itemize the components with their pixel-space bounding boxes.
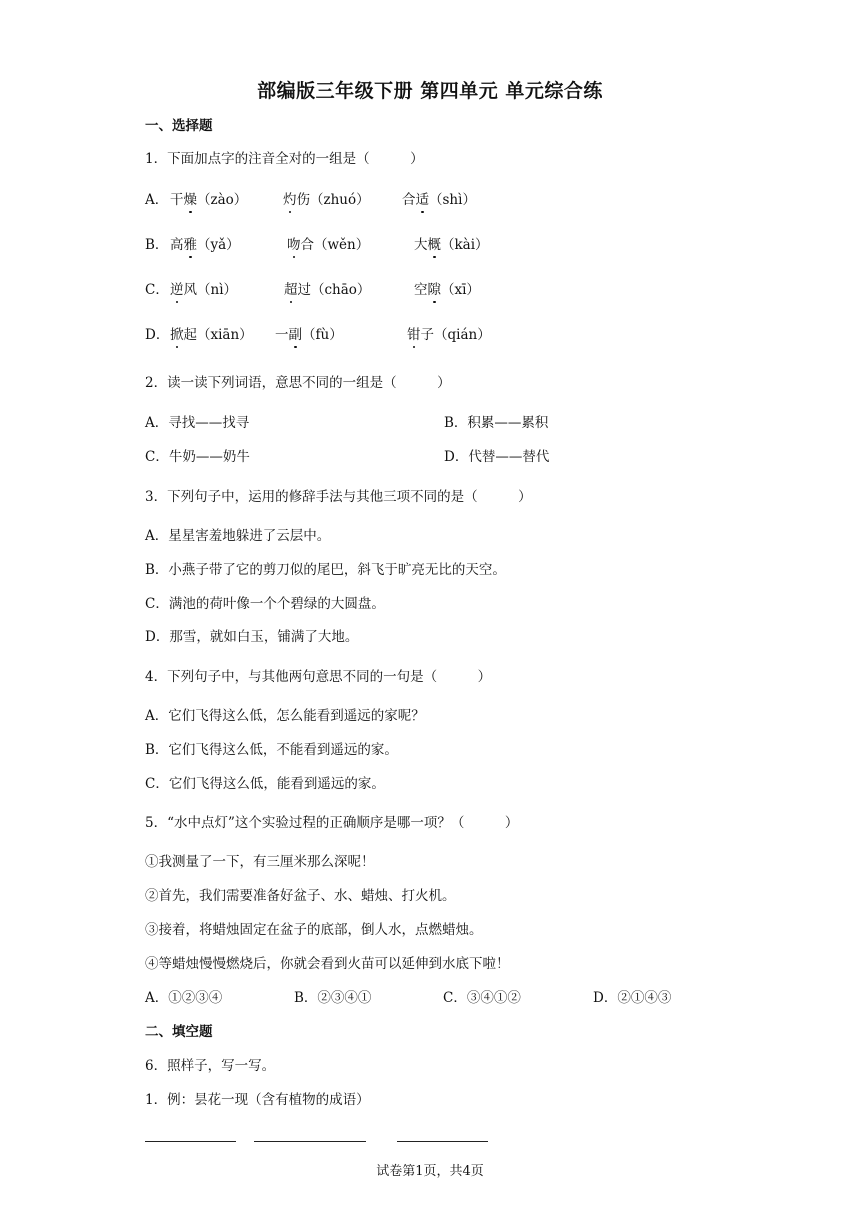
question-5-step-4: ④等蜡烛慢慢燃烧后，你就会看到火苗可以延伸到水底下啦！ (145, 956, 510, 972)
emphasis-dot-char: 适 (415, 192, 429, 208)
question-1-option-item: 逆风（nì） (170, 282, 238, 298)
question-4-stem: 4．下列句子中，与其他两句意思不同的一句是（ ） (145, 669, 492, 685)
question-1-option-item: 灼伤（zhuó） (283, 192, 370, 208)
question-4-option-b: B．它们飞得这么低，不能看到遥远的家。 (145, 742, 398, 758)
question-5-stem: 5．“水中点灯”这个实验过程的正确顺序是哪一项？（ ） (145, 815, 519, 831)
question-2-stem: 2．读一读下列词语，意思不同的一组是（ ） (145, 375, 451, 391)
emphasis-dot-char: 雅 (183, 237, 197, 253)
question-4-option-c: C．它们飞得这么低，能看到遥远的家。 (145, 776, 385, 792)
question-6-sub-1: 1．例：昙花一现（含有植物的成语） (145, 1092, 370, 1108)
question-1-option-item: 干燥（zào） (170, 192, 248, 208)
question-2-option-c: C．牛奶——奶牛 (145, 449, 250, 465)
emphasis-dot-char: 副 (288, 327, 302, 343)
question-5-option-c: C．③④①② (443, 990, 521, 1006)
question-5-option-a: A．①②③④ (145, 990, 223, 1006)
question-6-stem: 6．照样子，写一写。 (145, 1058, 276, 1074)
question-5-step-1: ①我测量了一下，有三厘米那么深呢！ (145, 854, 375, 870)
question-3-option-a: A．星星害羞地躲进了云层中。 (145, 528, 331, 544)
question-1-option-item: 吻合（wěn） (287, 237, 370, 253)
emphasis-dot-char: 掀 (170, 327, 184, 343)
question-1-option-item: 超过（chāo） (284, 282, 371, 298)
question-3-option-d: D．那雪，就如白玉，铺满了大地。 (145, 629, 359, 645)
question-1-option-item: 合适（shì） (402, 192, 476, 208)
question-5-option-b: B．②③④① (294, 990, 372, 1006)
question-5-option-d: D．②①④③ (593, 990, 672, 1006)
question-2-option-a: A．寻找——找寻 (145, 415, 250, 431)
question-3-option-b: B．小燕子带了它的剪刀似的尾巴，斜飞于旷亮无比的天空。 (145, 562, 506, 578)
emphasis-dot-char: 逆 (170, 282, 184, 298)
question-1-option-item: 钳子（qián） (407, 327, 491, 343)
answer-blank-1[interactable] (145, 1141, 236, 1142)
question-1-option-label: B． (145, 237, 169, 253)
emphasis-dot-char: 燥 (183, 192, 197, 208)
emphasis-dot-char: 概 (427, 237, 441, 253)
answer-blank-2[interactable] (254, 1141, 366, 1142)
question-1-option-item: 一副（fù） (275, 327, 343, 343)
emphasis-dot-char: 灼 (283, 192, 297, 208)
question-5-step-2: ②首先，我们需要准备好盆子、水、蜡烛、打火机。 (145, 888, 456, 904)
emphasis-dot-char: 吻 (287, 237, 301, 253)
question-1-option-label: D． (145, 327, 170, 343)
question-3-stem: 3．下列句子中，运用的修辞手法与其他三项不同的是（ ） (145, 489, 532, 505)
question-1-option-label: A． (145, 192, 169, 208)
question-4-option-a: A．它们飞得这么低，怎么能看到遥远的家呢？ (145, 708, 425, 724)
emphasis-dot-char: 隙 (427, 282, 441, 298)
question-1-option-item: 大概（kài） (414, 237, 489, 253)
question-1-option-item: 高雅（yǎ） (170, 237, 240, 253)
page-title: 部编版三年级下册 第四单元 单元综合练 (257, 80, 603, 102)
question-2-option-d: D．代替——替代 (444, 449, 550, 465)
emphasis-dot-char: 钳 (407, 327, 421, 343)
section-heading-choice: 一、选择题 (145, 118, 213, 134)
question-5-step-3: ③接着，将蜡烛固定在盆子的底部，倒人水，点燃蜡烛。 (145, 922, 483, 938)
page-footer: 试卷第1页，共4页 (376, 1164, 484, 1179)
question-1-option-item: 空隙（xī） (414, 282, 480, 298)
question-3-option-c: C．满池的荷叶像一个个碧绿的大圆盘。 (145, 596, 385, 612)
question-1-stem: 1．下面加点字的注音全对的一组是（ ） (145, 151, 424, 167)
question-1-option-item: 掀起（xiān） (170, 327, 253, 343)
question-2-option-b: B．积累——累积 (444, 415, 549, 431)
question-1-option-label: C． (145, 282, 169, 298)
emphasis-dot-char: 超 (284, 282, 298, 298)
section-heading-fill: 二、填空题 (145, 1024, 213, 1040)
answer-blank-3[interactable] (397, 1141, 488, 1142)
